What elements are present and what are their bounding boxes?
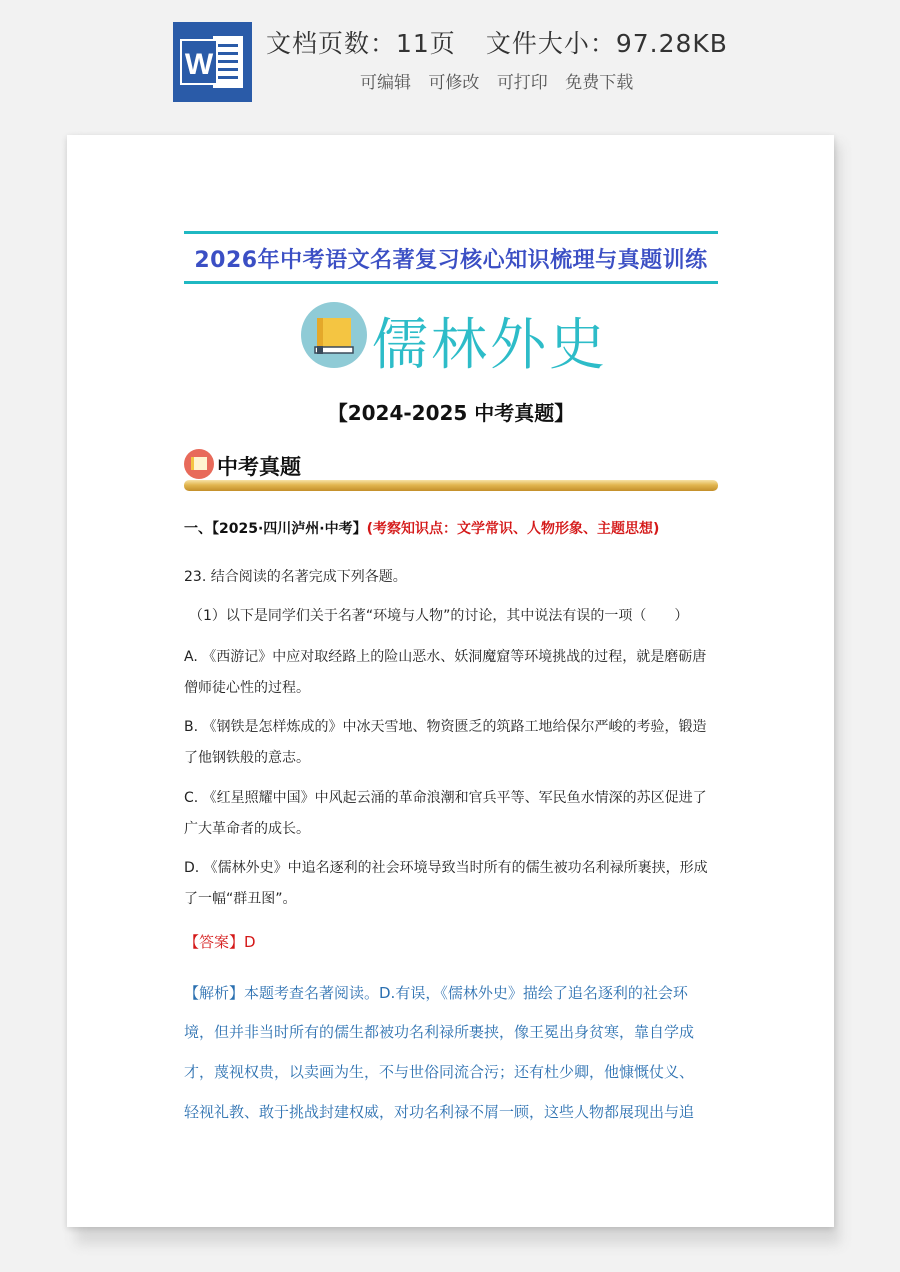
exam-title: 【2024-2025 中考真题】 bbox=[327, 401, 575, 425]
analysis-line-1: 【解析】本题考查名著阅读。D.有误，《儒林外史》描绘了追名逐利的社会环 bbox=[184, 984, 688, 1002]
option-d-line2: 了一幅“群丑图”。 bbox=[184, 891, 297, 907]
word-icon bbox=[173, 22, 252, 102]
question-source: 一、【2025·四川泸州·中考】 bbox=[184, 521, 367, 537]
file-info bbox=[266, 24, 728, 60]
file-size: 文件大小：97.28KB bbox=[485, 29, 728, 58]
section-title: 中考真题 bbox=[217, 455, 301, 479]
page-count: 文档页数：11页 bbox=[266, 29, 456, 58]
option-b-line1: B. 《钢铁是怎样炼成的》中冰天雪地、物资匮乏的筑路工地给保尔严峻的考验，锻造 bbox=[184, 719, 707, 735]
section-divider bbox=[184, 480, 718, 491]
sub-question: （1）以下是同学们关于名著“环境与人物”的讨论，其中说法有误的一项（ ） bbox=[189, 608, 689, 624]
option-a-line2: 僧师徒心性的过程。 bbox=[184, 680, 310, 696]
feature-editable: 可编辑 bbox=[360, 73, 411, 93]
book-name: 儒林外史 bbox=[372, 313, 608, 378]
feature-modifiable: 可修改 bbox=[428, 73, 480, 93]
feature-free-download: 免费下载 bbox=[565, 73, 634, 93]
question-header bbox=[184, 518, 659, 538]
option-a-line1: A. 《西游记》中应对取经路上的险山恶水、妖洞魔窟等环境挑战的过程，就是磨砺唐 bbox=[184, 649, 707, 665]
feature-printable: 可打印 bbox=[496, 73, 548, 93]
answer: 【答案】D bbox=[184, 933, 256, 951]
book-icon bbox=[301, 302, 367, 368]
option-b-line2: 了他钢铁般的意志。 bbox=[184, 750, 310, 766]
document-page[interactable] bbox=[67, 135, 834, 1227]
option-d-line1: D. 《儒林外史》中追名逐利的社会环境导致当时所有的儒生被功名利禄所裹挟，形成 bbox=[184, 860, 708, 876]
question-knowledge: (考察知识点：文学常识、人物形象、主题思想) bbox=[366, 521, 660, 537]
question-number: 23. 结合阅读的名著完成下列各题。 bbox=[184, 569, 407, 585]
banner-title: 2026年中考语文名著复习核心知识梳理与真题训练 bbox=[194, 248, 708, 273]
book-badge-icon bbox=[184, 449, 214, 479]
analysis-line-4: 轻视礼教、敢于挑战封建权威，对功名利禄不屑一顾，这些人物都展现出与追 bbox=[184, 1103, 695, 1121]
banner-bottom-rule bbox=[184, 281, 718, 284]
analysis-line-2: 境，但并非当时所有的儒生都被功名利禄所裹挟，像王冕出身贫寒，靠自学成 bbox=[184, 1023, 695, 1041]
option-c-line2: 广大革命者的成长。 bbox=[184, 821, 310, 837]
option-c-line1: C. 《红星照耀中国》中风起云涌的革命浪潮和官兵平等、军民鱼水情深的苏区促进了 bbox=[184, 790, 707, 806]
svg-text:W: W bbox=[184, 48, 214, 81]
feature-list bbox=[360, 68, 645, 93]
analysis-line-3: 才，蔑视权贵，以卖画为生，不与世俗同流合污；还有杜少卿，他慷慨仗义、 bbox=[184, 1063, 695, 1081]
banner-top-rule bbox=[184, 231, 718, 234]
